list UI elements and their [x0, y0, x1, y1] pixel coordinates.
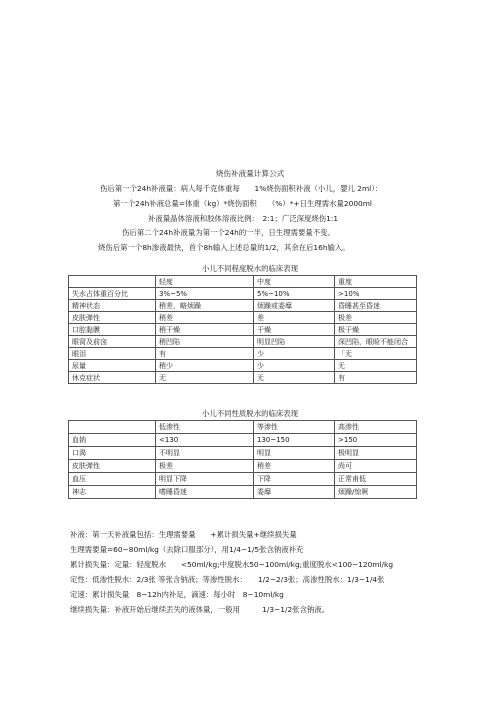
header-cell: 重度 — [335, 276, 417, 288]
table-cell: 明显凹陷 — [254, 336, 335, 348]
table-cell: 烦躁或委靡 — [254, 300, 335, 312]
table-cell: 明显 — [254, 447, 335, 460]
table-row — [69, 486, 417, 499]
header-cell: 低渗性 — [156, 421, 254, 434]
table-row — [69, 348, 417, 360]
row-label: 尿量 — [69, 360, 156, 372]
header-cell — [69, 421, 156, 434]
table-cell: 少 — [254, 348, 335, 360]
dehydration-degree-table — [68, 275, 417, 384]
table-cell: 稍凹陷 — [156, 336, 254, 348]
table-row — [69, 300, 417, 312]
note-line-2: 生理需要量=60~80ml/kg（去除口服部分），用1/4~1/5张含钠液补充 — [70, 545, 304, 554]
note-line-6: 继续损失量：补液开始后继续丢失的液体量，一般用 1/3~1/2张含钠液。 — [70, 605, 330, 614]
table-cell: 烦躁/惊厥 — [335, 486, 417, 499]
table-cell: 干燥 — [254, 324, 335, 336]
table-row — [69, 447, 417, 460]
table-header-row — [69, 421, 417, 434]
table-row — [69, 434, 417, 447]
dehydration-type-table — [68, 420, 417, 499]
table1-caption: 小儿不同程度脱水的临床表现 — [201, 264, 299, 273]
row-label: 血压 — [69, 473, 156, 486]
formula-line-1: 伤后第一个24h补液量：病人每千克体重每 1%烧伤面积补液（小儿，婴儿 2ml）： — [100, 184, 383, 193]
table-row — [69, 372, 417, 384]
header-cell: 中度 — [254, 276, 335, 288]
note-line-5: 定速：累计损失量 8~12h内补足，滴速：每小时 8~10ml/kg — [70, 590, 284, 599]
table-row — [69, 360, 417, 372]
table-cell: 稍差，略烦躁 — [156, 300, 254, 312]
table-cell: 130~150 — [254, 434, 335, 447]
table-cell: 差 — [254, 312, 335, 324]
table-cell: 稍干燥 — [156, 324, 254, 336]
formula-line-2: 第一个24h补液总量=体重（kg）*烧伤面积 （%）*+日生理需水量2000ml — [113, 199, 372, 208]
row-label: 精神状态 — [69, 300, 156, 312]
header-cell: 等渗性 — [254, 421, 335, 434]
table-cell: 极干燥 — [335, 324, 417, 336]
table-cell: >10% — [335, 288, 417, 300]
row-label: 口渴 — [69, 447, 156, 460]
table-cell: 少 — [254, 360, 335, 372]
note-line-1: 补液：第一天补液量包括：生理需要量 +累计损失量+继续损失量 — [70, 530, 297, 539]
header-cell — [69, 276, 156, 288]
table-cell: >150 — [335, 434, 417, 447]
table-cell: 无 — [335, 360, 417, 372]
table-cell: 深凹陷，眼睑不能闭合 — [335, 336, 417, 348]
row-label: 神志 — [69, 486, 156, 499]
table-cell: 昏睡甚至昏迷 — [335, 300, 417, 312]
header-cell: 高渗性 — [335, 421, 417, 434]
table-row — [69, 473, 417, 486]
row-label: 血钠 — [69, 434, 156, 447]
table-cell: 稍差 — [156, 312, 254, 324]
table-cell: 委靡 — [254, 486, 335, 499]
table-cell: 「无 — [335, 348, 417, 360]
table-cell: 5%~10% — [254, 288, 335, 300]
table-cell: 下降 — [254, 473, 335, 486]
formula-line-3: 补液量晶体溶液和胶体溶液比例： 2:1；广泛深度烧伤1:1 — [148, 214, 339, 223]
table-cell: 有 — [156, 348, 254, 360]
table-cell: 无 — [156, 372, 254, 384]
table-row — [69, 460, 417, 473]
table-cell: 无 — [254, 372, 335, 384]
note-line-4: 定性：低渗性脱水：2/3张 等张含钠液；等渗性脱水： 1/2~2/3张；高渗性脱水：1/3~1/4张 — [70, 575, 385, 584]
row-label: 皮肤弹性 — [69, 460, 156, 473]
table-row — [69, 336, 417, 348]
formula-line-4: 伤后第二个24h补液量为第一个24h的一半，日生理需要量不变。 — [122, 228, 335, 237]
header-cell: 轻度 — [156, 276, 254, 288]
table-cell: <130 — [156, 434, 254, 447]
row-label: 皮肤弹性 — [69, 312, 156, 324]
table-cell: 极差 — [335, 312, 417, 324]
note-line-3: 累计损失量：定量：轻度脱水 <50ml/kg;中度脱水50~100ml/kg;重度脱水<100~120ml/kg — [70, 560, 394, 569]
table-cell: 有 — [335, 372, 417, 384]
row-label: 休克症状 — [69, 372, 156, 384]
table-cell: 极明显 — [335, 447, 417, 460]
table-row — [69, 324, 417, 336]
table-cell: 稍少 — [156, 360, 254, 372]
table-cell: 稍差 — [254, 460, 335, 473]
table-header-row — [69, 276, 417, 288]
table-cell: 极差 — [156, 460, 254, 473]
table-cell: 3%~5% — [156, 288, 254, 300]
formula-line-5: 烧伤后第一个8h渗液最快，首个8h输入上述总量的1/2，其余在后16h输入。 — [98, 243, 350, 252]
row-label: 眼泪 — [69, 348, 156, 360]
row-label: 失水占体重百分比 — [69, 288, 156, 300]
table-cell: 不明显 — [156, 447, 254, 460]
table-cell: 嗜睡昏迷 — [156, 486, 254, 499]
table-cell: 正常甫低 — [335, 473, 417, 486]
table-row — [69, 288, 417, 300]
table-row — [69, 312, 417, 324]
doc-title: 烧伤补液量计算公式 — [215, 169, 285, 178]
table2-caption: 小儿不同性质脱水的临床表现 — [201, 409, 299, 418]
table-cell: 明显下降 — [156, 473, 254, 486]
table-cell: 尚可 — [335, 460, 417, 473]
row-label: 眼窝及前囟 — [69, 336, 156, 348]
row-label: 口腔黏膜 — [69, 324, 156, 336]
